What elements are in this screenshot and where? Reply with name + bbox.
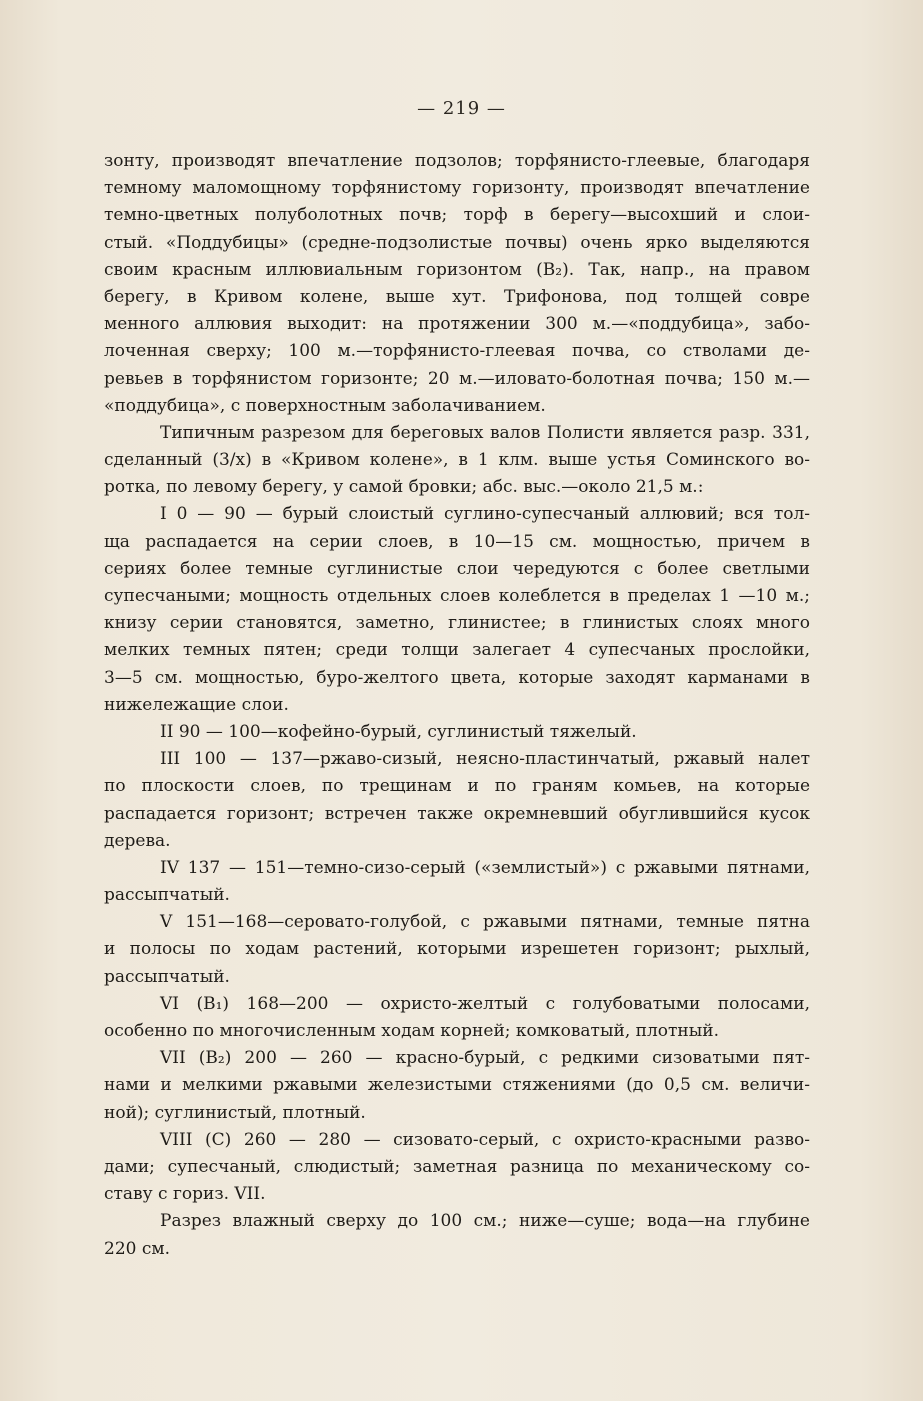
text-line: V 151—168—серовато-голубой, с ржавыми пятнами, темные пятна bbox=[160, 912, 810, 933]
text-line: III 100 — 137—ржаво-сизый, неясно-пластинчатый, ржавый налет bbox=[160, 749, 810, 770]
text-line: нижележащие слои. bbox=[104, 694, 289, 715]
paragraph bbox=[104, 719, 810, 746]
paragraph bbox=[104, 855, 810, 909]
text-line: лоченная сверху; 100 м.—торфянисто-глеевая почва, со стволами де- bbox=[104, 341, 810, 362]
paragraph bbox=[104, 1208, 810, 1262]
text-line: сериях более темные суглинистые слои чередуются с более светлыми bbox=[104, 558, 810, 579]
paragraph bbox=[104, 1045, 810, 1127]
paragraph bbox=[104, 501, 810, 719]
text-line: ща распадается на серии слоев, в 10—15 см. мощностью, причем в bbox=[104, 531, 810, 552]
text-line: ревьев в торфянистом горизонте; 20 м.—иловато-болотная почва; 150 м.— bbox=[104, 368, 810, 389]
text-line: темно-цветных полуболотных почв; торф в берегу—высохший и слои- bbox=[104, 205, 810, 226]
text-line: распадается горизонт; встречен также окремневший обуглившийся кусок bbox=[104, 803, 810, 824]
text-line: «поддубица», с поверхностным заболачиванием. bbox=[104, 395, 546, 416]
text-line: стый. «Поддубицы» (средне-подзолистые почвы) очень ярко выделяются bbox=[104, 232, 810, 253]
paragraph bbox=[104, 148, 810, 420]
text-line: книзу серии становятся, заметно, глинистее; в глинистых слоях много bbox=[104, 613, 810, 634]
page-number: — 219 — bbox=[417, 98, 506, 119]
text-line: VI (B₁) 168—200 — охристо-желтый с голубоватыми полосами, bbox=[160, 993, 810, 1014]
text-line: 220 см. bbox=[104, 1238, 170, 1259]
text-line: дами; супесчаный, слюдистый; заметная разница по механическому со- bbox=[104, 1156, 810, 1177]
text-line: 3—5 см. мощностью, буро-желтого цвета, которые заходят карманами в bbox=[104, 667, 810, 688]
text-line: II 90 — 100—кофейно-бурый, суглинистый тяжелый. bbox=[160, 721, 637, 742]
text-line: Типичным разрезом для береговых валов Полисти является разр. 331, bbox=[160, 422, 810, 443]
paragraph bbox=[104, 1127, 810, 1209]
paragraph bbox=[104, 909, 810, 991]
paragraph bbox=[104, 746, 810, 855]
text-line: Разрез влажный сверху до 100 см.; ниже—суше; вода—на глубине bbox=[160, 1211, 810, 1232]
text-line: зонту, производят впечатление подзолов; торфянисто-глеевые, благодаря bbox=[104, 151, 810, 171]
text-line: темному маломощному торфянистому горизонту, производят впечатление bbox=[104, 178, 810, 199]
text-line: супесчаными; мощность отдельных слоев колеблется в пределах 1 —10 м.; bbox=[104, 586, 810, 606]
text-line: рассыпчатый. bbox=[104, 885, 230, 906]
text-line: IV 137 — 151—темно-сизо-серый («землистый») с ржавыми пятнами, bbox=[160, 857, 810, 878]
text-line: и полосы по ходам растений, которыми изрешетен горизонт; рыхлый, bbox=[104, 939, 810, 960]
text-line: рассыпчатый. bbox=[104, 966, 230, 987]
text-line: менного аллювия выходит: на протяжении 300 м.—«поддубица», забо- bbox=[104, 314, 810, 335]
paragraph bbox=[104, 420, 810, 502]
text-line: берегу, в Кривом колене, выше хут. Трифонова, под толщей совре bbox=[104, 286, 810, 307]
text-line: особенно по многочисленным ходам корней; комковатый, плотный. bbox=[104, 1021, 719, 1041]
text-line: VIII (C) 260 — 280 — сизовато-серый, с охристо-красными разво- bbox=[160, 1129, 810, 1150]
text-line: мелких темных пятен; среди толщи залегает 4 супесчаных прослойки, bbox=[104, 640, 810, 661]
text-line: ставу с гориз. VII. bbox=[104, 1184, 266, 1205]
text-line: VII (B₂) 200 — 260 — красно-бурый, с редкими сизоватыми пят- bbox=[160, 1048, 810, 1069]
text-line: ной); суглинистый, плотный. bbox=[104, 1102, 366, 1123]
text-line: своим красным иллювиальным горизонтом (B₂). Так, напр., на правом bbox=[104, 259, 810, 280]
text-line: I 0 — 90 — бурый слоистый суглино-супесчаный аллювий; вся тол- bbox=[160, 504, 810, 525]
text-line: по плоскости слоев, по трещинам и по граням комьев, на которые bbox=[104, 776, 810, 797]
text-line: нами и мелкими ржавыми железистыми стяжениями (до 0,5 см. величи- bbox=[104, 1075, 810, 1096]
text-line: ротка, по левому берегу, у самой бровки; абс. выс.—около 21,5 м.: bbox=[104, 477, 704, 498]
body-text bbox=[104, 148, 810, 1263]
paragraph bbox=[104, 991, 810, 1045]
text-line: дерева. bbox=[104, 830, 171, 851]
text-line: сделанный (3/х) в «Кривом колене», в 1 клм. выше устья Соминского во- bbox=[104, 450, 810, 471]
